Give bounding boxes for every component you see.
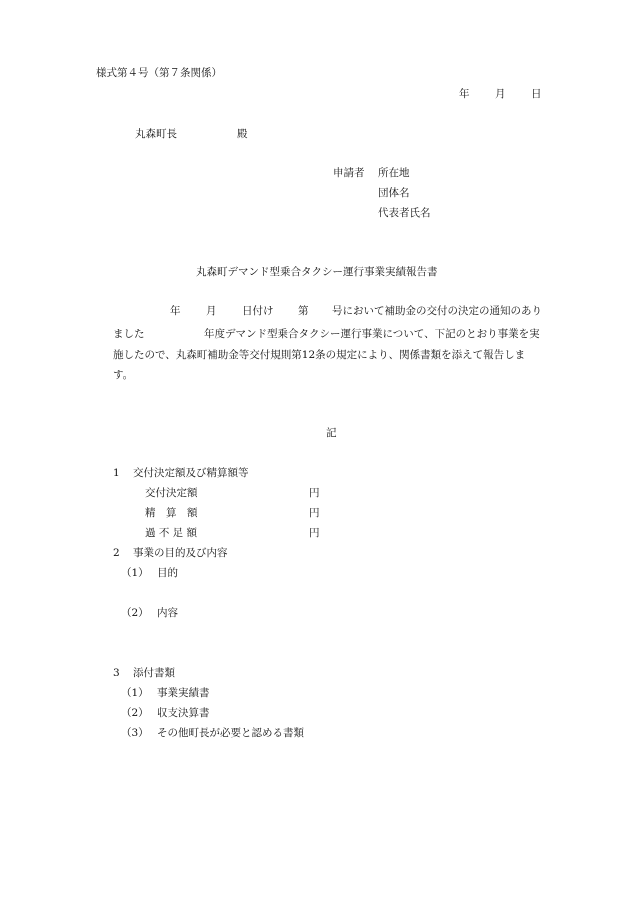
section-3-number: 3	[113, 667, 120, 679]
ki-marker: 記	[326, 427, 337, 439]
body-line-1-rest: 号において補助金の交付の決定の通知のあり	[332, 305, 542, 317]
applicant-address-label: 所在地	[378, 167, 410, 179]
applicant-label: 申請者	[333, 167, 365, 179]
section-3-item-3-label: その他町長が必要と認める書類	[157, 727, 304, 739]
body-date-label: 日付け	[242, 305, 274, 317]
difference-amount-label: 過 不 足 額	[145, 527, 198, 539]
document-title: 丸森町デマンド型乗合タクシー運行事業実績報告書	[196, 266, 438, 278]
form-number: 様式第４号（第７条関係）	[96, 67, 222, 79]
section-3-item-3-marker: （3）	[121, 727, 149, 739]
section-3-item-1-marker: （1）	[121, 687, 149, 699]
addressee-name: 丸森町長	[135, 128, 177, 140]
body-line-2-start: ました	[113, 328, 145, 340]
date-day-label: 日	[531, 88, 542, 100]
body-line-4: す。	[113, 369, 134, 381]
section-3-heading: 添付書類	[133, 667, 175, 679]
body-line-2-rest: 年度デマンド型乗合タクシー運行事業について、下記のとおり事業を実	[204, 328, 540, 340]
settlement-amount-label: 精 算 額	[145, 507, 198, 519]
applicant-representative-label: 代表者氏名	[378, 207, 431, 219]
section-3-item-2-marker: （2）	[121, 707, 149, 719]
grant-amount-unit: 円	[309, 487, 320, 499]
section-2-heading: 事業の目的及び内容	[133, 547, 228, 559]
difference-amount-unit: 円	[309, 527, 320, 539]
date-month-label: 月	[495, 88, 506, 100]
grant-amount-label: 交付決定額	[145, 487, 198, 499]
section-2-item-2-label: 内容	[157, 607, 178, 619]
section-2-number: 2	[113, 547, 120, 559]
section-1-heading: 交付決定額及び精算額等	[133, 467, 249, 479]
settlement-amount-unit: 円	[309, 507, 320, 519]
section-2-item-1-marker: （1）	[121, 567, 149, 579]
date-year-label: 年	[459, 88, 470, 100]
body-line-3: 施したので、丸森町補助金等交付規則第12条の規定により、関係書類を添えて報告しま	[113, 349, 526, 361]
addressee-honorific: 殿	[237, 128, 248, 140]
body-year-label: 年	[170, 305, 181, 317]
body-number-prefix: 第	[298, 305, 309, 317]
section-2-item-1-label: 目的	[157, 567, 178, 579]
section-3-item-2-label: 収支決算書	[157, 707, 210, 719]
applicant-group-label: 団体名	[378, 187, 410, 199]
section-3-item-1-label: 事業実績書	[157, 687, 210, 699]
section-2-item-2-marker: （2）	[121, 607, 149, 619]
section-1-number: 1	[113, 467, 120, 479]
body-month-label: 月	[206, 305, 217, 317]
